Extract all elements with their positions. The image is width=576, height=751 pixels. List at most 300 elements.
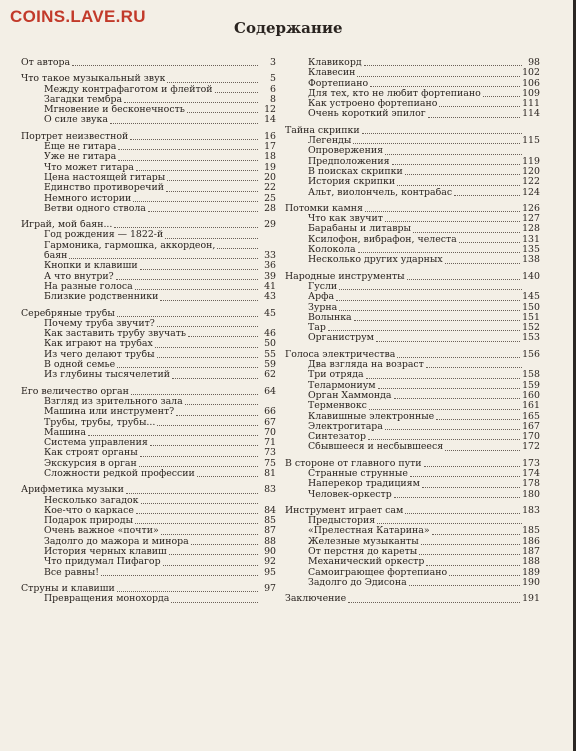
- toc-leader-dots: [215, 92, 258, 93]
- toc-leader-dots: [157, 326, 258, 327]
- toc-page-number: 183: [522, 504, 540, 516]
- toc-entry-title: Превращения монохорда: [44, 594, 170, 605]
- toc-leader-dots: [172, 378, 258, 379]
- toc-leader-dots: [176, 415, 258, 416]
- toc-page-number: 20: [264, 171, 276, 183]
- toc-entry-title: Тайна скрипки: [285, 125, 360, 136]
- toc-leader-dots: [376, 341, 520, 342]
- toc-page-number: 92: [264, 556, 276, 568]
- toc-subentry: [21, 360, 276, 370]
- toc-page-number: 172: [522, 441, 540, 453]
- toc-subentry: [285, 224, 540, 234]
- toc-leader-dots: [436, 419, 520, 420]
- toc-entry-title: Синтезатор: [308, 432, 366, 443]
- toc-leader-dots: [161, 534, 258, 535]
- toc-entry-title: Народные инструменты: [285, 271, 405, 282]
- toc-entry-title: Клавишные электронные: [308, 411, 435, 422]
- toc-leader-dots: [191, 544, 258, 545]
- toc-leader-dots: [409, 585, 520, 586]
- toc-page-number: 17: [264, 141, 276, 153]
- toc-page-number: 189: [522, 566, 540, 578]
- toc-subentry: [21, 152, 276, 162]
- toc-leader-dots: [131, 394, 258, 395]
- toc-entry-title: Мгновение и бесконечность: [44, 105, 185, 116]
- site-watermark: COINS.LAVE.RU: [10, 7, 146, 26]
- toc-section: [21, 584, 276, 594]
- toc-page-number: 109: [522, 87, 540, 99]
- toc-subentry: [21, 407, 276, 417]
- toc-entry-title: Загадки тембра: [44, 94, 123, 105]
- toc-subentry: [21, 230, 276, 240]
- toc-leader-dots: [217, 248, 258, 249]
- toc-page-number: 5: [270, 73, 276, 85]
- toc-entry-title: Экскурсия в орган: [44, 458, 137, 469]
- toc-leader-dots: [428, 117, 520, 118]
- toc-subentry: [285, 526, 540, 536]
- toc-entry-title: Три отряда: [308, 370, 364, 381]
- toc-entry-title: Трубы, трубы, трубы...: [44, 417, 156, 428]
- toc-leader-dots: [117, 367, 258, 368]
- toc-page-number: 18: [264, 151, 276, 163]
- toc-entry-title: Единство противоречий: [44, 183, 164, 194]
- toc-subentry: [285, 245, 540, 255]
- toc-subentry: [285, 89, 540, 99]
- toc-entry-title: История скрипки: [308, 177, 396, 188]
- toc-subentry: [285, 401, 540, 411]
- toc-subentry: [285, 214, 540, 224]
- toc-page-number: 159: [522, 379, 540, 391]
- toc-entry-title: Немного истории: [44, 193, 132, 204]
- toc-subentry: [285, 99, 540, 109]
- toc-leader-dots: [370, 86, 520, 87]
- toc-subentry: [285, 79, 540, 89]
- toc-page-number: 153: [522, 332, 540, 344]
- toc-entry-title: От автора: [21, 58, 71, 68]
- toc-entry-title: Электрогитара: [308, 421, 383, 432]
- toc-page-number: 115: [522, 135, 540, 147]
- toc-subentry: [285, 313, 540, 323]
- toc-entry-title: Еще не гитара: [44, 142, 117, 153]
- toc-entry-title: Как заставить трубу звучать: [44, 329, 187, 340]
- toc-subentry: [285, 516, 540, 526]
- toc-page-number: 165: [522, 410, 540, 422]
- toc-entry-title: Задолго до Эдисона: [308, 577, 407, 588]
- toc-page-number: 191: [522, 593, 540, 605]
- toc-entry-title: Наперекор традициям: [308, 479, 420, 490]
- toc-subentry: [21, 261, 276, 271]
- toc-subentry: [21, 506, 276, 516]
- toc-page-number: 188: [522, 556, 540, 568]
- toc-leader-dots: [449, 575, 520, 576]
- toc-right-column: [285, 58, 540, 605]
- toc-entry-title: Клавикорд: [308, 58, 362, 68]
- toc-subentry: [21, 251, 276, 261]
- toc-page-number: 158: [522, 369, 540, 381]
- toc-entry-title: Серебряные трубы: [21, 308, 115, 319]
- toc-subentry: [21, 557, 276, 567]
- toc-entry-title: Альт, виолончель, контрабас: [308, 187, 453, 198]
- toc-leader-dots: [392, 164, 521, 165]
- toc-entry-title: О силе звука: [44, 115, 109, 126]
- toc-section: [21, 74, 276, 84]
- toc-entry-title: На разные голоса: [44, 281, 133, 292]
- toc-entry-title: Предположения: [308, 156, 390, 167]
- toc-leader-dots: [185, 404, 258, 405]
- toc-section: [21, 387, 276, 397]
- toc-page-number: 161: [522, 400, 540, 412]
- toc-leader-dots: [110, 123, 258, 124]
- toc-leader-dots: [117, 316, 258, 317]
- toc-leader-dots: [136, 513, 258, 514]
- toc-subentry: [21, 547, 276, 557]
- toc-subentry: [21, 204, 276, 214]
- toc-leader-dots: [385, 221, 520, 222]
- toc-subentry: [21, 241, 276, 251]
- toc-entry-title: Год рождения — 1822-й: [44, 230, 164, 241]
- toc-page-number: 173: [522, 457, 540, 469]
- toc-section: [21, 220, 276, 230]
- toc-subentry: [21, 194, 276, 204]
- toc-leader-dots: [136, 170, 258, 171]
- toc-subentry: [21, 526, 276, 536]
- toc-leader-dots: [140, 456, 258, 457]
- toc-entry-title: Машина: [44, 427, 86, 438]
- toc-subentry: [285, 177, 540, 187]
- toc-leader-dots: [426, 367, 522, 368]
- toc-subentry: [285, 568, 540, 578]
- toc-page-number: 55: [264, 348, 276, 360]
- toc-entry-title: Арифметика музыки: [21, 485, 124, 496]
- toc-entry-title: Из глубины тысячелетий: [44, 370, 170, 381]
- toc-leader-dots: [358, 252, 521, 253]
- toc-leader-dots: [166, 191, 258, 192]
- toc-leader-dots: [336, 300, 520, 301]
- toc-subentry: [285, 381, 540, 391]
- toc-page-number: 111: [522, 98, 540, 110]
- toc-entry-title: Инструмент играет сам: [285, 505, 404, 516]
- toc-page-number: 43: [264, 291, 276, 303]
- toc-leader-dots: [348, 602, 520, 603]
- toc-page-number: 124: [522, 186, 540, 198]
- toc-entry-title: В одной семье: [44, 360, 116, 371]
- toc-entry-title: Колокола: [308, 245, 356, 256]
- toc-page-number: 59: [264, 359, 276, 371]
- toc-page-number: 131: [522, 233, 540, 245]
- toc-leader-dots: [339, 289, 522, 290]
- toc-subentry: [285, 188, 540, 198]
- toc-leader-dots: [114, 227, 258, 228]
- toc-leader-dots: [126, 493, 258, 494]
- toc-leader-dots: [419, 554, 520, 555]
- toc-page-number: 6: [270, 83, 276, 95]
- toc-leader-dots: [454, 195, 520, 196]
- toc-subentry: [285, 255, 540, 265]
- toc-page-number: 67: [264, 416, 276, 428]
- toc-leader-dots: [365, 211, 520, 212]
- toc-leader-dots: [117, 591, 258, 592]
- toc-page-number: 66: [264, 406, 276, 418]
- toc-entry-title: Что придумал Пифагор: [44, 557, 161, 568]
- toc-page-number: 98: [528, 57, 540, 68]
- toc-subentry: [21, 95, 276, 105]
- toc-entry-title: Тар: [308, 323, 326, 334]
- toc-leader-dots: [188, 336, 258, 337]
- toc-entry-title: Два взгляда на возраст: [308, 360, 424, 371]
- toc-leader-dots: [364, 65, 522, 66]
- toc-page-number: 28: [264, 202, 276, 214]
- toc-subentry: [285, 391, 540, 401]
- toc-subentry: [285, 157, 540, 167]
- toc-leader-dots: [368, 439, 520, 440]
- toc-leader-dots: [148, 211, 258, 212]
- toc-subentry: [21, 282, 276, 292]
- toc-leader-dots: [353, 143, 520, 144]
- toc-entry-title: Из чего делают трубы: [44, 349, 155, 360]
- toc-entry-title: Опровержения: [308, 146, 383, 157]
- toc-page-number: 122: [522, 176, 540, 188]
- toc-section: [285, 459, 540, 469]
- toc-subentry: [21, 173, 276, 183]
- toc-leader-dots: [397, 357, 520, 358]
- toc-entry-title: Фортепиано: [308, 78, 369, 89]
- toc-subentry: [285, 479, 540, 489]
- toc-entry-title: Сложности редкой профессии: [44, 468, 195, 479]
- toc-leader-dots: [410, 476, 520, 477]
- toc-page-number: 114: [522, 108, 540, 120]
- toc-page-number: 170: [522, 431, 540, 443]
- toc-subentry: [285, 432, 540, 442]
- toc-page-number: 83: [264, 484, 276, 496]
- toc-subentry: [285, 292, 540, 302]
- toc-leader-dots: [135, 289, 258, 290]
- toc-page-number: 45: [264, 307, 276, 319]
- toc-entry-title: Ветви одного ствола: [44, 203, 146, 214]
- toc-page-number: 29: [264, 219, 276, 231]
- toc-leader-dots: [118, 149, 258, 150]
- toc-page-number: 185: [522, 525, 540, 537]
- toc-leader-dots: [405, 513, 520, 514]
- toc-page-number: 88: [264, 535, 276, 547]
- toc-page-number: 152: [522, 322, 540, 334]
- toc-subentry: [21, 496, 276, 506]
- toc-leader-dots: [378, 388, 521, 389]
- toc-entry-title: Портрет неизвестной: [21, 131, 129, 142]
- toc-page-number: 46: [264, 328, 276, 340]
- toc-leader-dots: [339, 310, 520, 311]
- toc-entry-title: В поисках скрипки: [308, 166, 403, 177]
- toc-leader-dots: [150, 445, 258, 446]
- toc-section: [21, 309, 276, 319]
- toc-subentry: [21, 329, 276, 339]
- toc-entry-title: Как играют на трубах: [44, 339, 153, 350]
- toc-subentry: [285, 422, 540, 432]
- toc-entry-title: Система управления: [44, 438, 148, 449]
- toc-page-number: 33: [264, 250, 276, 262]
- toc-leader-dots: [141, 503, 258, 504]
- toc-leader-dots: [394, 398, 521, 399]
- toc-page-number: 64: [264, 385, 276, 397]
- toc-page-number: 8: [270, 93, 276, 105]
- toc-subentry: [21, 142, 276, 152]
- toc-entry-title: Волынка: [308, 312, 352, 323]
- toc-page-number: 22: [264, 182, 276, 194]
- toc-entry-title: Как устроено фортепиано: [308, 99, 438, 110]
- toc-page-number: 160: [522, 389, 540, 401]
- toc-entry-title: Гармоника, гармошка, аккордеон,: [44, 240, 216, 251]
- toc-page-number: 145: [522, 291, 540, 303]
- toc-leader-dots: [160, 300, 258, 301]
- toc-entry-title: Потомки камня: [285, 203, 363, 214]
- toc-leader-dots: [133, 201, 258, 202]
- toc-subentry: [285, 303, 540, 313]
- toc-subentry: [285, 370, 540, 380]
- toc-entry-title: Кое-что о каркасе: [44, 505, 134, 516]
- toc-entry-title: Механический оркестр: [308, 557, 425, 568]
- toc-leader-dots: [445, 263, 520, 264]
- toc-page-number: 87: [264, 525, 276, 537]
- toc-page-number: 95: [264, 566, 276, 578]
- toc-page-number: 85: [264, 515, 276, 527]
- toc-page-number: 150: [522, 301, 540, 313]
- toc-subentry: [21, 397, 276, 407]
- toc-leader-dots: [139, 466, 258, 467]
- toc-section: [21, 485, 276, 495]
- toc-page-number: 186: [522, 535, 540, 547]
- toc-entry-title: Голоса электричества: [285, 349, 396, 360]
- toc-leader-dots: [459, 242, 520, 243]
- toc-leader-dots: [426, 565, 520, 566]
- toc-page-number: 25: [264, 192, 276, 204]
- toc-section: [285, 506, 540, 516]
- toc-leader-dots: [88, 435, 258, 436]
- toc-subentry: [21, 568, 276, 578]
- toc-entry-title: Что может гитара: [44, 162, 134, 173]
- toc-entry-title: Играй, мой баян...: [21, 220, 113, 231]
- toc-page-number: 190: [522, 576, 540, 588]
- toc-leader-dots: [167, 82, 258, 83]
- toc-subentry: [21, 115, 276, 125]
- toc-leader-dots: [432, 534, 521, 535]
- toc-left-column: [21, 58, 276, 605]
- toc-subentry: [285, 557, 540, 567]
- toc-subentry: [21, 183, 276, 193]
- toc-entry-title: Струны и клавиши: [21, 583, 115, 594]
- toc-entry-title: Самоиграющее фортепиано: [308, 567, 448, 578]
- toc-leader-dots: [421, 544, 520, 545]
- toc-entry-title: Уже не гитара: [44, 152, 117, 163]
- toc-entry-title: баян: [44, 251, 68, 262]
- toc-leader-dots: [422, 487, 520, 488]
- toc-subentry: [21, 339, 276, 349]
- toc-entry-title: Почему труба звучит?: [44, 318, 155, 329]
- toc-section: [21, 58, 276, 68]
- toc-entry-title: Кнопки и клавиши: [44, 261, 138, 272]
- toc-page-number: 41: [264, 280, 276, 292]
- toc-leader-dots: [135, 523, 258, 524]
- toc-page-number: 90: [264, 546, 276, 558]
- toc-subentry: [21, 516, 276, 526]
- toc-leader-dots: [362, 133, 522, 134]
- toc-section: [285, 272, 540, 282]
- toc-leader-dots: [157, 425, 258, 426]
- toc-leader-dots: [397, 185, 520, 186]
- toc-page-number: 16: [264, 130, 276, 142]
- toc-subentry: [21, 292, 276, 302]
- toc-leader-dots: [124, 102, 258, 103]
- toc-subentry: [285, 58, 540, 68]
- toc-leader-dots: [171, 602, 258, 603]
- toc-entry-title: Органиструм: [308, 333, 374, 344]
- toc-subentry: [21, 459, 276, 469]
- toc-subentry: [21, 448, 276, 458]
- toc-entry-title: Что такое музыкальный звук: [21, 74, 166, 85]
- toc-subentry: [285, 323, 540, 333]
- toc-entry-title: Для тех, кто не любит фортепиано: [308, 88, 481, 99]
- toc-section: [285, 126, 540, 136]
- toc-section: [285, 594, 540, 604]
- toc-leader-dots: [155, 347, 258, 348]
- toc-entry-title: Зурна: [308, 302, 338, 313]
- toc-page-number: 39: [264, 270, 276, 282]
- toc-subentry: [285, 469, 540, 479]
- toc-leader-dots: [413, 232, 520, 233]
- toc-leader-dots: [328, 330, 520, 331]
- toc-page-number: 36: [264, 260, 276, 272]
- toc-entry-title: Несколько загадок: [44, 495, 139, 506]
- toc-subentry: [21, 428, 276, 438]
- toc-leader-dots: [366, 378, 521, 379]
- toc-leader-dots: [394, 497, 520, 498]
- toc-page-number: 174: [522, 467, 540, 479]
- toc-leader-dots: [407, 279, 520, 280]
- toc-subentry: [285, 578, 540, 588]
- toc-subentry: [21, 370, 276, 380]
- toc-entry-title: Взгляд из зрительного зала: [44, 396, 183, 407]
- toc-subentry: [21, 85, 276, 95]
- toc-leader-dots: [369, 409, 520, 410]
- toc-entry-title: Телармониум: [308, 380, 376, 391]
- toc-leader-dots: [385, 429, 520, 430]
- toc-entry-title: А что внутри?: [44, 271, 114, 282]
- toc-subentry: [21, 469, 276, 479]
- toc-subentry: [285, 537, 540, 547]
- toc-leader-dots: [130, 139, 258, 140]
- toc-subentry: [21, 594, 276, 604]
- toc-subentry: [285, 442, 540, 452]
- toc-subentry: [285, 136, 540, 146]
- toc-entry-title: Машина или инструмент?: [44, 407, 175, 418]
- toc-leader-dots: [69, 258, 258, 259]
- toc-page-number: 12: [264, 104, 276, 116]
- toc-page-number: 119: [522, 155, 540, 167]
- toc-subentry: [21, 163, 276, 173]
- toc-subentry: [285, 333, 540, 343]
- toc-leader-dots: [167, 180, 258, 181]
- toc-entry-title: Железные музыканты: [308, 536, 419, 547]
- toc-page-number: 120: [522, 165, 540, 177]
- toc-subentry: [285, 282, 540, 292]
- toc-entry-title: Предыстория: [308, 516, 376, 527]
- toc-entry-title: Странные струнные: [308, 468, 408, 479]
- toc-subentry: [285, 547, 540, 557]
- toc-leader-dots: [116, 279, 258, 280]
- toc-leader-dots: [157, 357, 258, 358]
- toc-entry-title: Задолго до мажора и минора: [44, 536, 189, 547]
- toc-subentry: [21, 350, 276, 360]
- toc-page-number: 97: [264, 582, 276, 594]
- toc-page-number: 140: [522, 270, 540, 282]
- toc-entry-title: Гусли: [308, 281, 338, 292]
